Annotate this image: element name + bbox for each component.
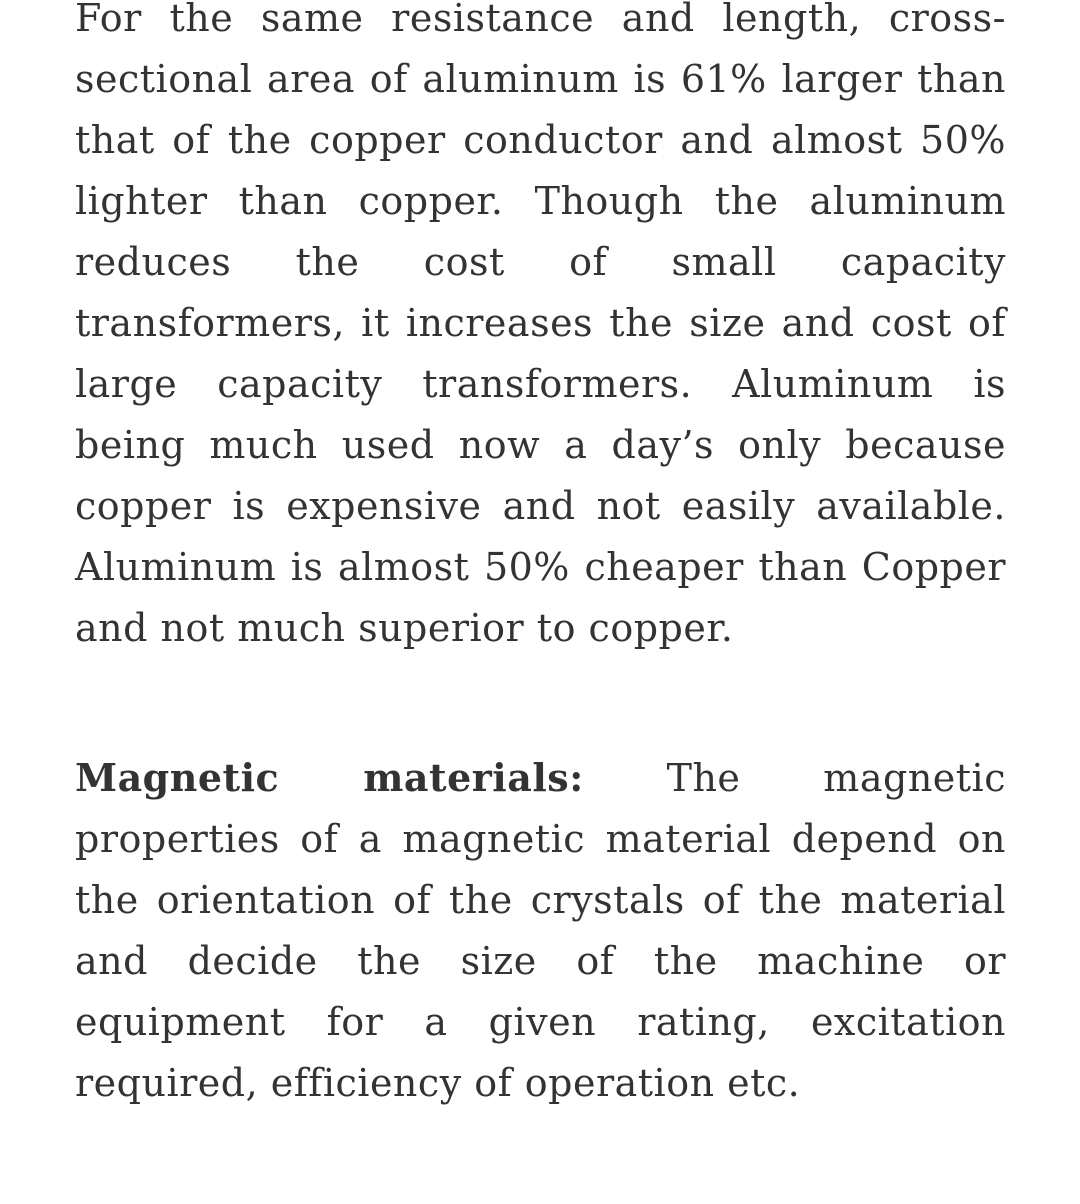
paragraph-magnetic-materials xyxy=(75,747,1006,1114)
magnetic-materials-heading: Magnetic materials: xyxy=(75,755,584,800)
article-body xyxy=(75,0,1006,1114)
magnetic-materials-text: The magnetic properties of a magnetic material depend on the orientation of the crystals of the material and decide the size of the machine or equipment for a given rating, excitation required, efficiency of operation etc. xyxy=(75,756,1006,1105)
paragraph-aluminum: For the same resistance and length, cross-sectional area of aluminum is 61% larger than that of the copper conductor and almost 50% lighter than copper. Though the aluminum reduces the cost of small capacity transformers, it increases the size and cost of large capacity transformers. Aluminum is being much used now a day’s only because copper is expensive and not easily available. Aluminum is almost 50% cheaper than Copper and not much superior to copper. xyxy=(75,0,1006,650)
